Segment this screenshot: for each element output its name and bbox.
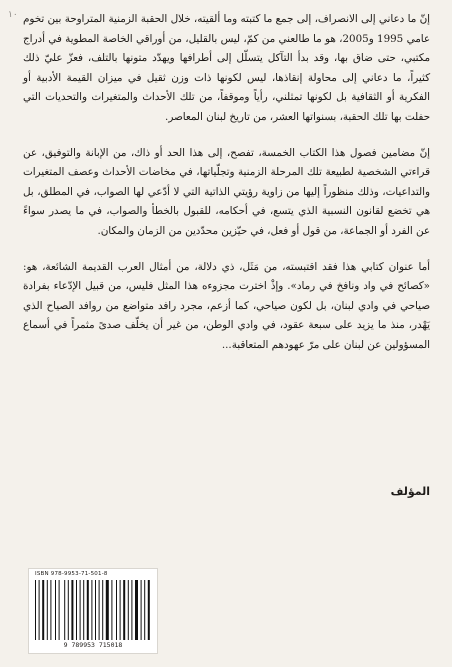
page-number: ١٠ [8, 10, 18, 20]
paragraph-1: إنّ ما دعاني إلى الانصراف، إلى جمع ما كتبته وما ألقيته، خلال الحقبة الزمنية المتراوحة بين تخوم عامي 1995 و2005، هو ما طالعني من كمّ، ليس بالقليل، من أوراقي الخاصة المطوية في أدراج مكتبي، حتى ضاق بها، وقد بدأ التآكل يتسلّل إلى أطرافها ويهدّد متونها بالتلف، فعزّ عليّ ذلك كثيراً، ما دعاني إلى محاولة إنقاذها، ليس لكونها ذات وزن ثقيل في ميزان القيمة الأدبية أو الفكرية أو الثقافية بل لكونها تمثلني، رأياً وموقفاً، من تلك الأحداث والمتغيرات والتحديات التي حفلت بها تلك الحقبة، بسنواتها العشر، من تاريخ لبنان المعاصر. [23, 13, 430, 123]
isbn-label: ISBN 978-9953-71-501-8 [35, 571, 108, 577]
barcode-image [35, 580, 151, 640]
barcode-number: 9 789953 715018 [63, 641, 123, 649]
isbn-barcode-box [28, 568, 158, 654]
paragraph-2: إنّ مضامين فصول هذا الكتاب الخمسة، تفصح، إلى هذا الحد أو ذاك، من الإبانة والتوفيق، عن قراءتي الشخصية لطبيعة تلك المرحلة الزمنية وتجلّياتها، في مخاضات الأحداث وعصف المتغيرات والتداعيات، وذلك منظوراً إليها من زاوية رؤيتي الذاتية التي لا أدّعي لها الصواب، في المطلق، بل هي تخضع لقانون النسبية الذي يتسع، في أحكامه، للقبول بالخطأ والصواب، في ما يصدر سواءً عن الفرد أو الجماعة، من قول أو فعل، في حيّزين محدّدين من الزمان والمكان. [23, 146, 430, 237]
author-signature: المؤلف [390, 485, 430, 498]
paragraph-3: أما عنوان كتابي هذا فقد اقتبسته، من مَثَل، ذي دلالة، من أمثال العرب القديمة الشائعة، هو: «كصائح في واد ونافخ في رماد». وإذْ اخترت مجزوءه هذا المثل فليس، من قبيل الإدّعاء بفرادة صياحي في وادي لبنان، بل لكون صياحي، كما أزعم، مجرد رافد متواضع من روافد الصياح الذي يَهْدر، منذ ما يزيد على سبعة عقود، في وادي الوطن، من غير أن يخلّف صدىً مثمراً في أسماع المسؤولين عن لبنان على مرّ عهودهم المتعاقبة... [23, 260, 430, 351]
body-text [23, 10, 430, 372]
